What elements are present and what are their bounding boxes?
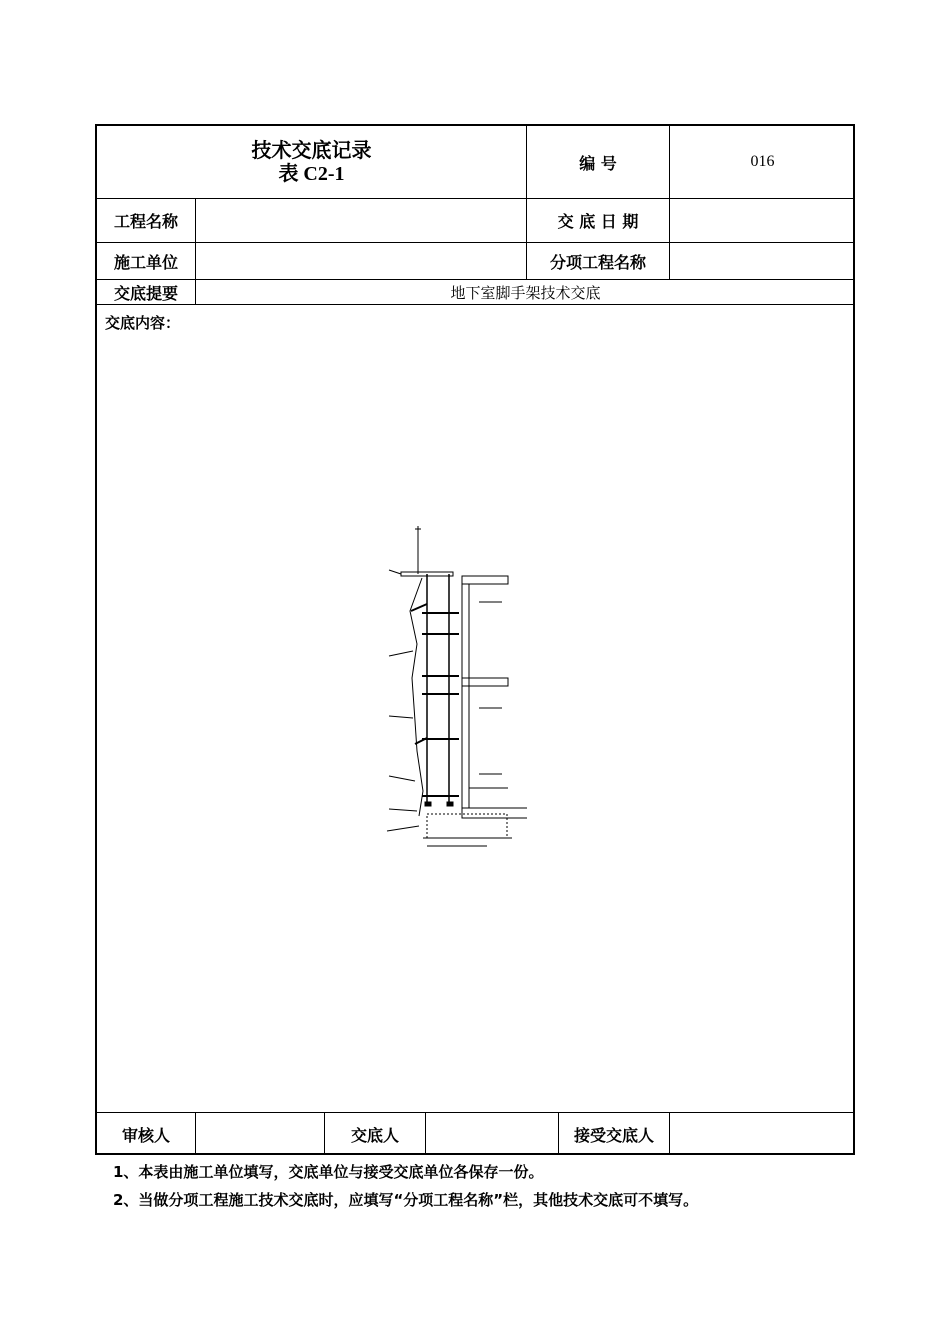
receiver-field[interactable] <box>670 1113 855 1155</box>
construction-unit-label: 施工单位 <box>113 252 178 272</box>
summary-value: 地下室脚手架技术交底 <box>450 285 601 302</box>
row-divider <box>97 304 853 305</box>
number-value: 016 <box>750 153 775 170</box>
note-1: 1、本表由施工单位填写，交底单位与接受交底单位各保存一份。 <box>113 1163 544 1181</box>
scaffold-section-drawing <box>367 526 527 856</box>
form-title-line1: 技术交底记录 <box>251 138 372 162</box>
note-2: 2、当做分项工程施工技术交底时，应填写“分项工程名称”栏，其他技术交底可不填写。 <box>113 1191 699 1209</box>
form-notes <box>113 1158 698 1214</box>
sub-project-label: 分项工程名称 <box>549 252 646 272</box>
date-label: 交 底 日 期 <box>557 212 639 231</box>
construction-unit-field[interactable] <box>196 243 526 279</box>
project-name-label: 工程名称 <box>113 212 178 231</box>
date-field[interactable] <box>670 199 855 242</box>
form-title <box>97 126 526 198</box>
discloser-field[interactable] <box>426 1113 558 1155</box>
project-name-field[interactable] <box>196 199 526 242</box>
reviewer-field[interactable] <box>196 1113 324 1155</box>
technical-disclosure-form <box>95 124 855 1155</box>
summary-label: 交底提要 <box>113 283 178 303</box>
form-title-line2: 表 C2-1 <box>278 163 345 185</box>
discloser-label: 交底人 <box>350 1125 399 1145</box>
number-label: 编 号 <box>579 153 617 173</box>
sub-project-field[interactable] <box>670 243 855 279</box>
reviewer-label: 审核人 <box>121 1125 170 1145</box>
content-label: 交底内容： <box>105 314 181 332</box>
receiver-label: 接受交底人 <box>573 1125 654 1145</box>
